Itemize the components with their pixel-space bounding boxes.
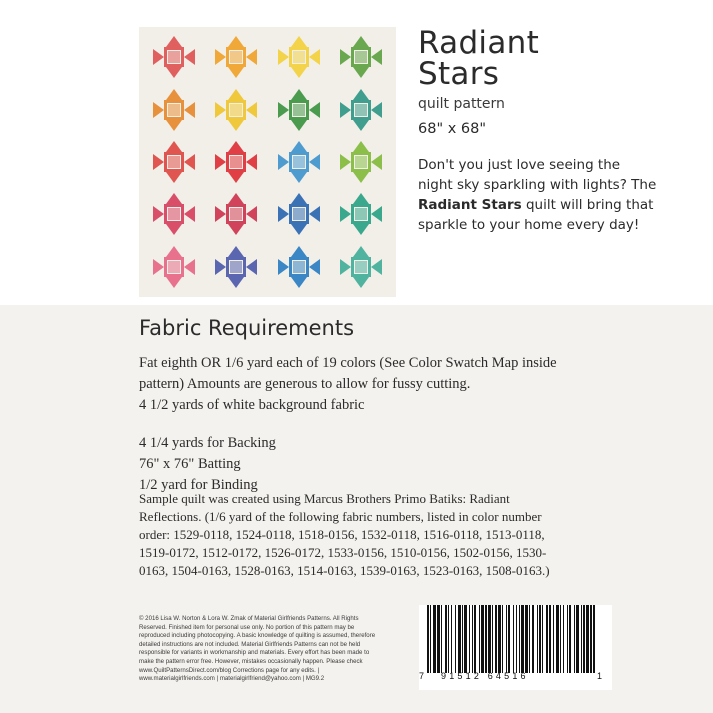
star-point-top	[353, 141, 369, 152]
page-title-line2: Stars	[418, 56, 500, 92]
star-center-square	[355, 104, 367, 116]
star-center-square	[293, 156, 305, 168]
star-point-bottom	[353, 120, 369, 131]
star-point-top	[291, 36, 307, 47]
star-shape	[277, 245, 321, 289]
quilt-block	[330, 136, 392, 188]
blurb-part-2: quilt will bring that sparkle to your home every day!	[418, 197, 654, 233]
section-heading: Fabric Requirements	[139, 316, 355, 340]
star-point-bottom	[291, 224, 307, 235]
star-point-right	[309, 259, 320, 275]
star-center-square	[355, 156, 367, 168]
star-point-left	[278, 102, 289, 118]
star-point-bottom	[228, 120, 244, 131]
fabric-requirements-section	[0, 305, 713, 713]
quilt-block	[205, 83, 267, 135]
star-point-right	[371, 154, 382, 170]
star-point-bottom	[166, 172, 182, 183]
star-point-top	[291, 89, 307, 100]
star-shape	[152, 192, 196, 236]
star-point-top	[291, 141, 307, 152]
star-center-square	[230, 261, 242, 273]
star-center-square	[230, 104, 242, 116]
star-point-left	[278, 49, 289, 65]
star-point-right	[371, 102, 382, 118]
star-point-bottom	[166, 277, 182, 288]
marketing-blurb	[418, 155, 658, 235]
star-point-left	[153, 49, 164, 65]
barcode-left-digit: 7	[419, 671, 426, 681]
star-center-square	[168, 156, 180, 168]
requirement-line-2: 4 1/2 yards of white background fabric	[139, 397, 365, 413]
quilt-block	[268, 241, 330, 293]
star-point-left	[215, 102, 226, 118]
star-point-bottom	[228, 224, 244, 235]
star-point-left	[340, 49, 351, 65]
star-center-square	[168, 51, 180, 63]
star-point-bottom	[353, 67, 369, 78]
quilt-block	[143, 241, 205, 293]
requirements-list	[139, 353, 579, 496]
star-shape	[152, 88, 196, 132]
star-shape	[214, 192, 258, 236]
star-point-left	[153, 102, 164, 118]
quilt-block	[143, 136, 205, 188]
quilt-block	[205, 241, 267, 293]
star-point-bottom	[166, 67, 182, 78]
star-point-bottom	[166, 120, 182, 131]
barcode-right-digit: 1	[597, 671, 604, 681]
star-shape	[339, 192, 383, 236]
quilt-block	[330, 188, 392, 240]
star-point-top	[166, 193, 182, 204]
quilt-photo	[139, 27, 396, 297]
star-point-right	[184, 259, 195, 275]
quilt-block	[143, 188, 205, 240]
copyright-notice: © 2016 Lisa W. Norton & Lora W. Zmak of Material Girlfriends Patterns. All Rights Reserved. Finished item for personal use only. No portion of this pattern may be reproduced including photocopying. A basic knowledge of quilting is assumed, therefore detailed instructions are not included. Material Girlfriends Patterns can not be held responsible for variants in workmanship and materials. Every effort has been made to make the pattern error free. However, mistakes occasionally happen. Please check www.QuiltPatternsDirect.com/blog Corrections page for any edits. | www.materialgirlfriends.com | materialgirlfriend@yahoo.com | MG9.2	[139, 615, 376, 683]
star-point-top	[353, 89, 369, 100]
star-point-top	[228, 193, 244, 204]
star-point-top	[166, 246, 182, 257]
star-center-square	[230, 208, 242, 220]
star-point-top	[228, 141, 244, 152]
star-center-square	[293, 51, 305, 63]
quilt-block	[268, 83, 330, 135]
star-point-right	[246, 49, 257, 65]
star-shape	[277, 192, 321, 236]
star-point-bottom	[228, 67, 244, 78]
star-center-square	[293, 208, 305, 220]
star-center-square	[168, 261, 180, 273]
star-shape	[214, 245, 258, 289]
star-shape	[339, 88, 383, 132]
barcode	[419, 605, 612, 690]
requirement-line-4: 76" x 76" Batting	[139, 456, 241, 472]
star-point-left	[153, 259, 164, 275]
star-shape	[152, 140, 196, 184]
star-point-right	[246, 102, 257, 118]
star-point-left	[340, 154, 351, 170]
star-center-square	[293, 104, 305, 116]
star-point-bottom	[291, 67, 307, 78]
star-shape	[214, 35, 258, 79]
quilt-block	[205, 136, 267, 188]
star-point-right	[309, 206, 320, 222]
star-point-left	[278, 154, 289, 170]
star-point-right	[371, 259, 382, 275]
requirement-line-5: 1/2 yard for Binding	[139, 477, 258, 493]
star-point-left	[215, 259, 226, 275]
star-point-top	[228, 246, 244, 257]
page-title-line1: Radiant	[418, 25, 540, 61]
star-point-bottom	[353, 172, 369, 183]
quilt-block	[205, 188, 267, 240]
star-point-bottom	[166, 224, 182, 235]
star-point-top	[166, 36, 182, 47]
star-shape	[152, 35, 196, 79]
star-center-square	[230, 51, 242, 63]
star-center-square	[168, 208, 180, 220]
blurb-bold-name: Radiant Stars	[418, 197, 522, 213]
star-point-right	[184, 49, 195, 65]
star-point-right	[309, 154, 320, 170]
quilt-block	[143, 83, 205, 135]
star-point-bottom	[353, 224, 369, 235]
star-point-left	[153, 206, 164, 222]
star-point-bottom	[353, 277, 369, 288]
star-point-right	[246, 154, 257, 170]
star-shape	[214, 88, 258, 132]
star-point-top	[291, 193, 307, 204]
quilt-block	[268, 188, 330, 240]
star-point-left	[340, 206, 351, 222]
sample-quilt-note: Sample quilt was created using Marcus Brothers Primo Batiks: Radiant Reflections. (1/6 yard of the following fabric numbers, listed in color number order: 1529-0118, 1524-0118, 1518-0156, 1532-0118, 1516-0118, 1513-0118, 1519-0172, 1512-0172, 1526-0172, 1533-0156, 1510-0156, 1502-0156, 1530-0163, 1504-0163, 1528-0163, 1514-0163, 1539-0163, 1523-0163, 1508-0163.)	[139, 491, 550, 578]
star-point-top	[291, 246, 307, 257]
star-point-top	[166, 141, 182, 152]
star-center-square	[230, 156, 242, 168]
quilt-block	[205, 31, 267, 83]
star-point-bottom	[291, 277, 307, 288]
star-point-bottom	[291, 172, 307, 183]
star-point-top	[353, 36, 369, 47]
star-point-right	[184, 102, 195, 118]
quilt-block	[143, 31, 205, 83]
quilt-block	[268, 31, 330, 83]
requirement-line-1: Fat eighth OR 1/6 yard each of 19 colors (See Color Swatch Map inside pattern) Amounts are generous to allow for fussy cutting.	[139, 355, 557, 392]
star-center-square	[355, 208, 367, 220]
star-point-top	[353, 193, 369, 204]
star-point-left	[340, 102, 351, 118]
star-center-square	[293, 261, 305, 273]
star-center-square	[355, 261, 367, 273]
star-shape	[339, 35, 383, 79]
star-point-left	[215, 206, 226, 222]
spacer	[139, 416, 579, 433]
star-point-right	[309, 49, 320, 65]
hero-section	[0, 0, 713, 305]
quilt-block	[268, 136, 330, 188]
star-point-left	[153, 154, 164, 170]
quilt-block	[330, 31, 392, 83]
title-block	[418, 25, 688, 112]
star-point-right	[246, 206, 257, 222]
barcode-bars	[427, 605, 605, 673]
star-shape	[152, 245, 196, 289]
star-point-right	[309, 102, 320, 118]
barcode-middle-digits: 91512 64516	[441, 671, 529, 681]
star-center-square	[355, 51, 367, 63]
quilt-block	[330, 83, 392, 135]
quilt-star-grid	[139, 27, 396, 297]
star-shape	[277, 140, 321, 184]
star-shape	[214, 140, 258, 184]
star-point-left	[215, 154, 226, 170]
blurb-part-1: Don't you just love seeing the night sky sparkling with lights? The	[418, 157, 657, 193]
star-center-square	[168, 104, 180, 116]
star-point-bottom	[291, 120, 307, 131]
star-point-right	[371, 206, 382, 222]
star-shape	[339, 140, 383, 184]
star-point-left	[278, 206, 289, 222]
star-shape	[277, 88, 321, 132]
star-point-left	[215, 49, 226, 65]
star-point-right	[184, 154, 195, 170]
star-point-right	[184, 206, 195, 222]
page-subtitle: quilt pattern	[418, 96, 505, 112]
star-point-bottom	[228, 172, 244, 183]
quilt-block	[330, 241, 392, 293]
barcode-space	[595, 605, 597, 673]
star-point-top	[228, 89, 244, 100]
star-shape	[277, 35, 321, 79]
star-shape	[339, 245, 383, 289]
star-point-right	[246, 259, 257, 275]
star-point-left	[340, 259, 351, 275]
star-point-top	[353, 246, 369, 257]
requirement-line-3: 4 1/4 yards for Backing	[139, 435, 276, 451]
quilt-size: 68" x 68"	[418, 121, 487, 137]
star-point-bottom	[228, 277, 244, 288]
star-point-top	[228, 36, 244, 47]
star-point-left	[278, 259, 289, 275]
star-point-right	[371, 49, 382, 65]
star-point-top	[166, 89, 182, 100]
